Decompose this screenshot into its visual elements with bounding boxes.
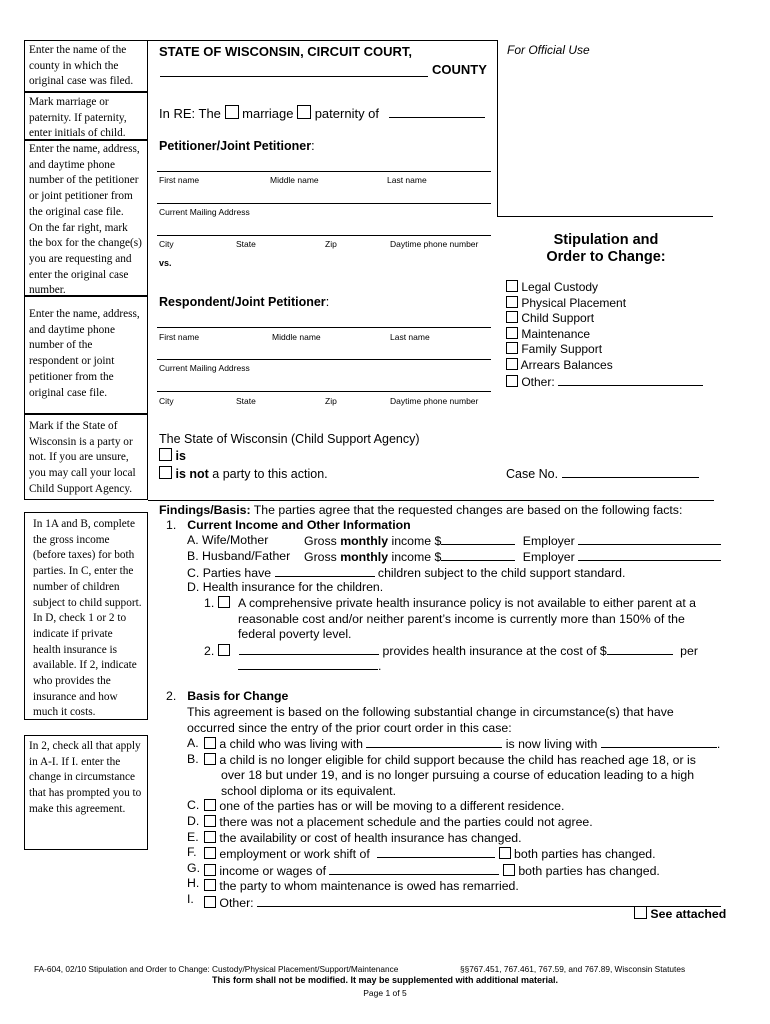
change-family-support[interactable]: Family Support [506,342,703,358]
respondent-heading: Respondent/Joint Petitioner: [159,295,330,309]
basis-b-line2: over 18 but under 19, and is no longer pursuing a course of education leading to a high [221,768,695,783]
petitioner-mailing-label: Current Mailing Address [159,207,250,217]
petitioner-zip-label: Zip [325,239,337,249]
respondent-phone-label: Daytime phone number [390,396,479,406]
basis-h-row: the party to whom maintenance is owed has remarried. [204,879,734,895]
basis-f-both-checkbox[interactable] [499,847,511,859]
basis-b-line3: school diploma or its equivalent. [221,783,396,798]
change-arrears-balances[interactable]: Arrears Balances [506,358,703,374]
legal-custody-checkbox[interactable] [506,280,518,292]
child-support-checkbox[interactable] [506,311,518,323]
respondent-name-line[interactable] [157,327,491,328]
wife-employer-field[interactable] [578,533,721,545]
state-party-suffix: a party to this action. [208,467,328,481]
basis-d-row: there was not a placement schedule and the parties could not agree. [204,815,734,831]
footer-form-id: FA-604, 02/10 Stipulation and Order to Change: Custody/Physical Placement/Support/Maintenance [34,964,399,974]
state-is-checkbox[interactable] [159,448,172,461]
petitioner-name-line[interactable] [157,171,491,172]
instruction-county-text: Enter the name of the county in which the original case was filed. [29,44,134,88]
form-title-line1: Stipulation and [553,232,659,248]
form-title-line2: Order to Change: [546,249,666,265]
see-attached-row [634,906,726,923]
basis-g-row: income or wages of both parties has changed. [204,863,734,880]
insurance-cost-field[interactable] [607,643,673,655]
respondent-city-line[interactable] [157,391,491,392]
income-husband-row: B. Husband/Father Gross monthly income $ Employer [187,549,727,565]
health-option-1: 1. [204,596,230,612]
health-option-2-checkbox[interactable] [218,644,230,656]
paternity-checkbox[interactable] [297,105,311,119]
arrears-balances-checkbox[interactable] [506,358,518,370]
instruction-income-text: In 1A and B, complete the gross income (before taxes) for both parties. In C, enter the number of children subject to child support. In D, check 1 or 2 to indicate if private health insurance is available. If 2, indicate who provides the insurance and how much it costs. [33,518,142,719]
instruction-income [24,512,148,720]
petitioner-middle-label: Middle name [270,175,319,185]
basis-h-checkbox[interactable] [204,879,216,891]
respondent-middle-label: Middle name [272,332,321,342]
children-count-row: C. Parties have children subject to the child support standard. [187,566,626,580]
see-attached-checkbox[interactable] [634,906,647,919]
basis-f-checkbox[interactable] [204,847,216,859]
basis-a-from-field[interactable] [366,736,502,748]
petitioner-first-label: First name [159,175,200,185]
respondent-city-label: City [159,396,174,406]
state-is-not-checkbox[interactable] [159,466,172,479]
respondent-first-label: First name [159,332,200,342]
petitioner-heading: Petitioner/Joint Petitioner: [159,139,315,153]
husband-income-field[interactable] [441,549,515,561]
respondent-zip-label: Zip [325,396,337,406]
change-child-support[interactable]: Child Support [506,311,703,327]
form-title [498,232,714,266]
instruction-petitioner [24,140,148,296]
basis-a-row: a child who was living with is now living with . [204,736,734,753]
basis-items [204,736,734,912]
other-change-checkbox[interactable] [506,375,518,387]
top-rule [148,40,497,41]
basis-g-both-checkbox[interactable] [503,864,515,876]
change-physical-placement[interactable]: Physical Placement [506,296,703,312]
county-name-field[interactable] [160,63,428,77]
findings-heading: Findings/Basis: The parties agree that the requested changes are based on the following facts: [159,503,683,517]
county-label: COUNTY [432,62,487,77]
petitioner-city-label: City [159,239,174,249]
footer-page-number: Page 1 of 5 [363,988,407,998]
paternity-label: paternity of [314,106,380,121]
marriage-label: marriage [242,106,294,121]
basis-b-row: a child is no longer eligible for child support because the child has reached age 18, or is [204,753,734,769]
respondent-mailing-label: Current Mailing Address [159,363,250,373]
instruction-respondent [24,296,148,414]
state-is-not-label: is not [175,467,209,481]
official-use-border [497,40,498,217]
state-is-label: is [175,449,186,463]
health-option-1-checkbox[interactable] [218,596,230,608]
change-other[interactable]: Other: [506,374,703,391]
wife-income-field[interactable] [441,533,515,545]
basis-e-row: the availability or cost of health insurance has changed. [204,831,734,847]
official-use-label: For Official Use [507,43,590,57]
section2-heading: 2. Basis for Change [166,689,289,703]
basis-c-checkbox[interactable] [204,799,216,811]
basis-e-checkbox[interactable] [204,831,216,843]
footer-notice: This form shall not be modified. It may be supplemented with additional material. [211,975,559,985]
health-option-2: 2. provides health insurance at the cost of $ per [204,644,698,658]
instruction-state-party [24,414,148,500]
versus-label: vs. [159,258,172,268]
instruction-respondent-text: Enter the name, address, and daytime phone number of the respondent or joint petitioner from the original case file. [29,308,140,399]
respondent-state-label: State [236,396,256,406]
instruction-marriage-paternity-text: Mark marriage or paternity. If paternity, enter initials of child. [29,96,127,140]
petitioner-state-label: State [236,239,256,249]
basis-g-checkbox[interactable] [204,864,216,876]
state-is-not-row [159,466,328,481]
petitioner-last-label: Last name [387,175,427,185]
instruction-marriage-paternity [24,92,148,140]
case-number-field[interactable] [562,466,699,478]
basis-intro: This agreement is based on the following substantial change in circumstance(s) that have occurred since the entry of the prior court order in this case: [187,705,674,735]
findings-divider [148,500,714,501]
case-number-label: Case No. [506,467,559,481]
health-insurance-heading: D. Health insurance for the children. [187,580,384,594]
instruction-state-party-text: Mark if the State of Wisconsin is a party or not. If you are unsure, you may call your local Child Support Agency. [29,420,136,495]
section1-heading: 1. Current Income and Other Information [166,518,411,532]
husband-employer-field[interactable] [578,549,721,561]
child-initials-field[interactable] [389,106,485,118]
insurance-provider-field[interactable] [239,643,379,655]
instruction-county [24,40,148,92]
maintenance-checkbox[interactable] [506,327,518,339]
changes-list [506,280,703,390]
basis-g-field[interactable] [329,863,499,875]
marriage-checkbox[interactable] [225,105,239,119]
court-heading: STATE OF WISCONSIN, CIRCUIT COURT, [159,44,413,59]
instruction-petitioner-text: Enter the name, address, and daytime phone number of the petitioner or joint petitioner from the original case file. [29,143,140,218]
other-change-field[interactable] [558,374,703,386]
basis-a-checkbox[interactable] [204,737,216,749]
respondent-last-label: Last name [390,332,430,342]
footer-statutes: §§767.451, 767.461, 767.59, and 767.89, Wisconsin Statutes [460,964,686,974]
official-use-bottom [497,216,713,217]
physical-placement-checkbox[interactable] [506,296,518,308]
instruction-changes-text: On the far right, mark the box for the change(s) you are requesting and enter the original case number. [29,221,142,297]
change-legal-custody[interactable]: Legal Custody [506,280,703,296]
state-party-line: The State of Wisconsin (Child Support Agency) [159,432,420,446]
petitioner-phone-label: Daytime phone number [390,239,479,249]
basis-c-row: one of the parties has or will be moving to a different residence. [204,799,734,815]
income-wife-row: A. Wife/Mother Gross monthly income $ Employer [187,533,727,549]
basis-d-checkbox[interactable] [204,815,216,827]
family-support-checkbox[interactable] [506,342,518,354]
change-maintenance[interactable]: Maintenance [506,327,703,343]
basis-b-checkbox[interactable] [204,753,216,765]
instruction-basis [24,735,148,850]
basis-a-to-field[interactable] [601,736,717,748]
children-count-field[interactable] [275,565,375,577]
health-option-1-text: A comprehensive private health insurance policy is not available to either parent at a reasonable cost and/or neither parent’s income is currently more than 150% of the federal poverty level. [238,596,696,642]
petitioner-city-line[interactable] [157,235,491,236]
state-is-row [159,448,186,463]
inre-line [159,105,485,121]
respondent-address-line[interactable] [157,359,491,360]
instruction-basis-text: In 2, check all that apply in A-I. If I. enter the change in circumstance that has prompted you to make this agreement. [29,740,142,815]
basis-i-checkbox[interactable] [204,896,216,908]
inre-prefix: In RE: The [159,106,221,121]
basis-i-row: Other: [204,895,734,912]
petitioner-address-line[interactable] [157,203,491,204]
insurance-period-field[interactable] [238,658,378,670]
case-number-row [506,466,699,481]
see-attached-label: See attached [650,907,727,921]
basis-f-row: employment or work shift of both parties has changed. [204,846,734,863]
basis-f-field[interactable] [377,846,495,858]
insurance-period-row: . [238,658,381,675]
